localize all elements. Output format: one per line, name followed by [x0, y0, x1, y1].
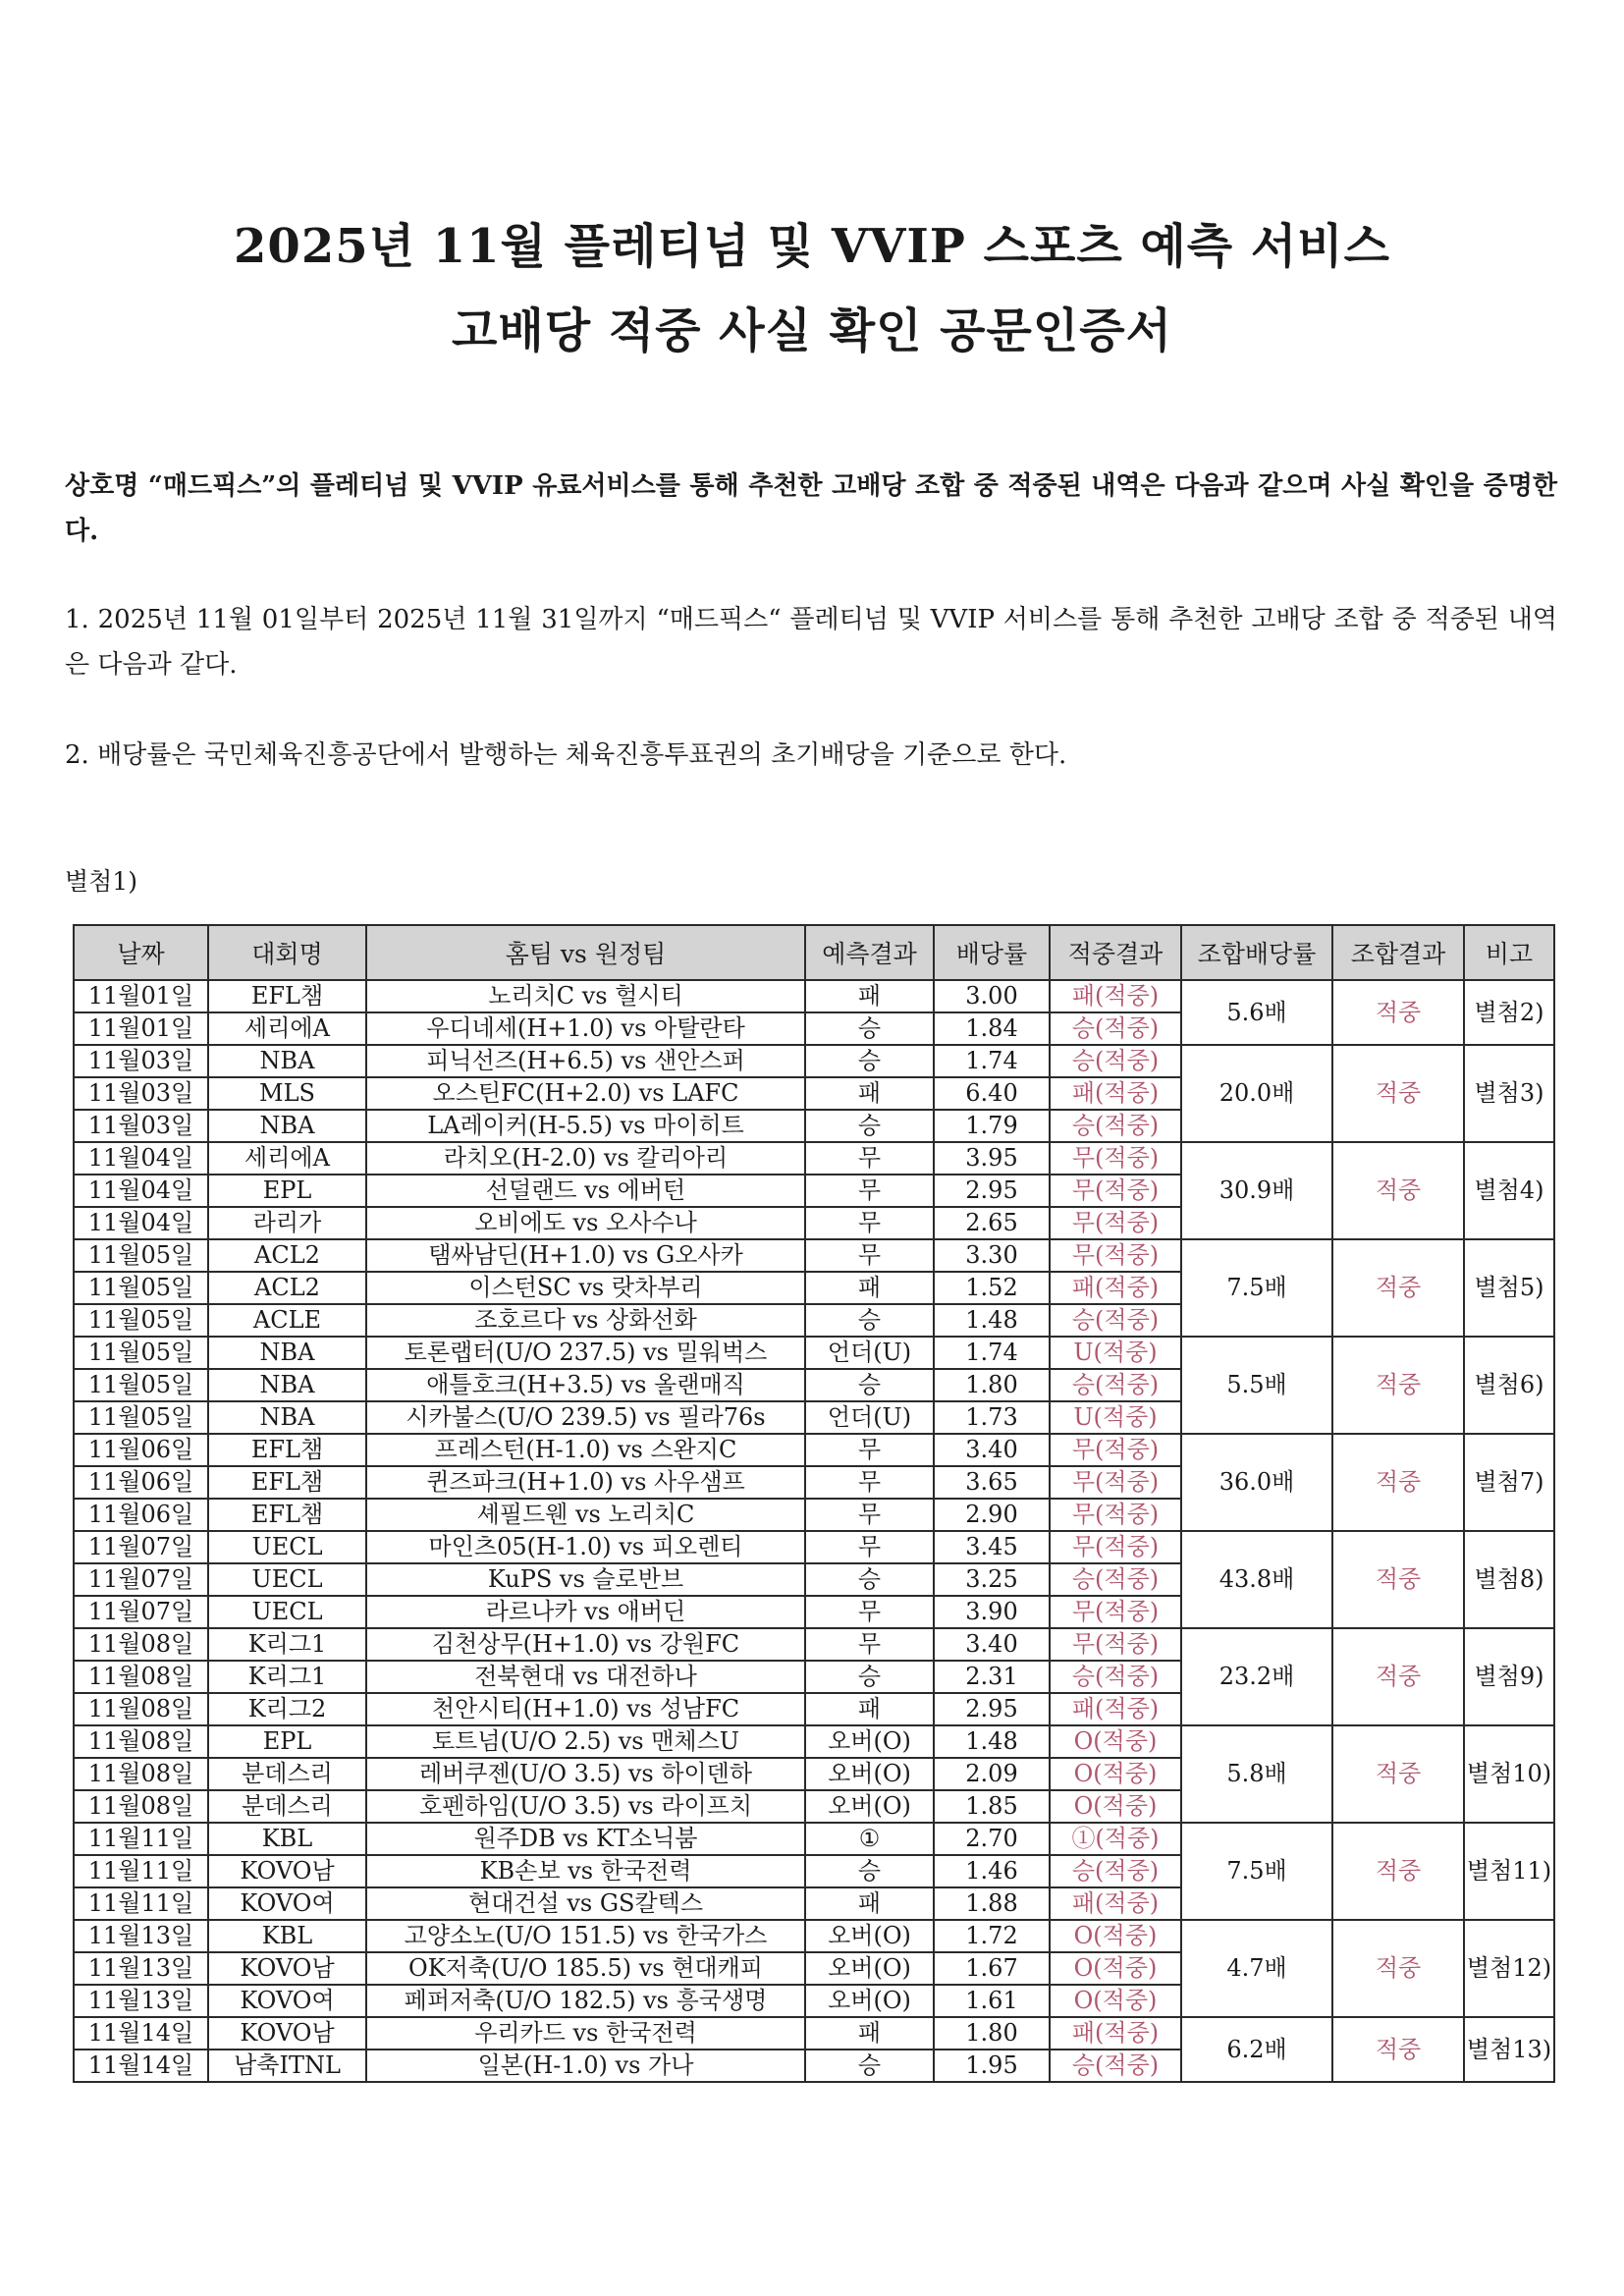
row-league: EPL [208, 1725, 366, 1758]
combo-odds-cell: 43.8배 [1181, 1531, 1332, 1628]
row-league: 분데스리 [208, 1790, 366, 1823]
row-odds: 2.90 [934, 1499, 1050, 1531]
table-header-row [74, 925, 1554, 980]
row-league: KBL [208, 1920, 366, 1952]
table-row [74, 1337, 1554, 1369]
row-odds: 1.73 [934, 1401, 1050, 1434]
row-date: 11월11일 [74, 1823, 208, 1855]
row-league: ACL2 [208, 1272, 366, 1304]
row-result: 패(적중) [1050, 1887, 1181, 1920]
row-match: 애틀호크(H+3.5) vs 올랜매직 [366, 1369, 805, 1401]
row-result: 패(적중) [1050, 2017, 1181, 2050]
row-date: 11월11일 [74, 1855, 208, 1887]
row-pick: 패 [805, 980, 934, 1012]
row-date: 11월05일 [74, 1401, 208, 1434]
combo-result-cell: 적중 [1332, 1920, 1464, 2017]
row-pick: 패 [805, 1272, 934, 1304]
row-result: 승(적중) [1050, 1045, 1181, 1077]
row-result: 패(적중) [1050, 1693, 1181, 1725]
row-odds: 1.48 [934, 1304, 1050, 1337]
row-pick: 무 [805, 1628, 934, 1661]
row-date: 11월05일 [74, 1272, 208, 1304]
row-league: 남축ITNL [208, 2050, 366, 2082]
row-result: O(적중) [1050, 1985, 1181, 2017]
row-match: KB손보 vs 한국전력 [366, 1855, 805, 1887]
row-match: 퀸즈파크(H+1.0) vs 사우샘프 [366, 1466, 805, 1499]
combo-odds-cell: 20.0배 [1181, 1045, 1332, 1142]
row-pick: 무 [805, 1531, 934, 1563]
row-result: O(적중) [1050, 1758, 1181, 1790]
row-league: NBA [208, 1369, 366, 1401]
row-result: 패(적중) [1050, 1272, 1181, 1304]
header-match: 홈팀 vs 원정팀 [366, 925, 805, 980]
combo-result-cell: 적중 [1332, 1628, 1464, 1725]
row-match: 라르나카 vs 애버딘 [366, 1596, 805, 1628]
row-league: 세리에A [208, 1012, 366, 1045]
row-pick: 무 [805, 1596, 934, 1628]
combo-odds-cell: 7.5배 [1181, 1823, 1332, 1920]
row-pick: 오버(O) [805, 1952, 934, 1985]
row-result: O(적중) [1050, 1790, 1181, 1823]
row-date: 11월03일 [74, 1077, 208, 1110]
row-match: 오스틴FC(H+2.0) vs LAFC [366, 1077, 805, 1110]
row-league: UECL [208, 1531, 366, 1563]
row-match: KuPS vs 슬로반브 [366, 1563, 805, 1596]
row-date: 11월04일 [74, 1207, 208, 1239]
row-odds: 1.80 [934, 1369, 1050, 1401]
row-pick: 무 [805, 1466, 934, 1499]
row-pick: 승 [805, 1304, 934, 1337]
row-pick: 승 [805, 1855, 934, 1887]
note-cell: 별첨5) [1464, 1239, 1554, 1337]
row-league: EPL [208, 1175, 366, 1207]
row-pick: 승 [805, 2050, 934, 2082]
row-league: K리그1 [208, 1661, 366, 1693]
row-match: 이스턴SC vs 랏차부리 [366, 1272, 805, 1304]
row-date: 11월01일 [74, 1012, 208, 1045]
row-odds: 1.48 [934, 1725, 1050, 1758]
row-result: 무(적중) [1050, 1175, 1181, 1207]
row-odds: 3.40 [934, 1628, 1050, 1661]
row-match: 시카불스(U/O 239.5) vs 필라76s [366, 1401, 805, 1434]
row-date: 11월08일 [74, 1725, 208, 1758]
row-pick: 승 [805, 1012, 934, 1045]
row-pick: 패 [805, 1887, 934, 1920]
row-league: EFL챔 [208, 1434, 366, 1466]
row-odds: 3.45 [934, 1531, 1050, 1563]
row-result: 패(적중) [1050, 1077, 1181, 1110]
row-league: KOVO남 [208, 1855, 366, 1887]
row-match: 라치오(H-2.0) vs 칼리아리 [366, 1142, 805, 1175]
note-cell: 별첨12) [1464, 1920, 1554, 2017]
row-pick: 무 [805, 1434, 934, 1466]
row-pick: 무 [805, 1207, 934, 1239]
row-pick: 승 [805, 1563, 934, 1596]
combo-result-cell: 적중 [1332, 1531, 1464, 1628]
row-odds: 1.74 [934, 1337, 1050, 1369]
row-date: 11월08일 [74, 1790, 208, 1823]
row-odds: 1.85 [934, 1790, 1050, 1823]
combo-odds-cell: 7.5배 [1181, 1239, 1332, 1337]
row-result: 승(적중) [1050, 2050, 1181, 2082]
row-league: EFL챔 [208, 1466, 366, 1499]
row-date: 11월06일 [74, 1466, 208, 1499]
row-result: ①(적중) [1050, 1823, 1181, 1855]
row-match: 탬싸남딘(H+1.0) vs G오사카 [366, 1239, 805, 1272]
row-result: 승(적중) [1050, 1855, 1181, 1887]
row-pick: 오버(O) [805, 1725, 934, 1758]
row-odds: 1.72 [934, 1920, 1050, 1952]
note-cell: 별첨3) [1464, 1045, 1554, 1142]
row-date: 11월14일 [74, 2017, 208, 2050]
header-note: 비고 [1464, 925, 1554, 980]
row-pick: 패 [805, 2017, 934, 2050]
combo-odds-cell: 36.0배 [1181, 1434, 1332, 1531]
row-date: 11월08일 [74, 1661, 208, 1693]
row-result: 무(적중) [1050, 1466, 1181, 1499]
row-league: UECL [208, 1596, 366, 1628]
combo-odds-cell: 23.2배 [1181, 1628, 1332, 1725]
results-body [74, 980, 1554, 2082]
row-league: NBA [208, 1337, 366, 1369]
combo-result-cell: 적중 [1332, 1725, 1464, 1823]
row-pick: 패 [805, 1077, 934, 1110]
row-odds: 3.65 [934, 1466, 1050, 1499]
header-result: 적중결과 [1050, 925, 1181, 980]
row-match: 우디네세(H+1.0) vs 아탈란타 [366, 1012, 805, 1045]
row-pick: 오버(O) [805, 1790, 934, 1823]
intro-paragraph: 상호명 “매드픽스”의 플레티넘 및 VVIP 유료서비스를 통해 추천한 고배당 조합 중 적중된 내역은 다음과 같으며 사실 확인을 증명한다. [65, 471, 1557, 546]
row-match: 레버쿠젠(U/O 3.5) vs 하이덴하 [366, 1758, 805, 1790]
attachment-label: 별첨1) [65, 867, 137, 896]
row-league: ACL2 [208, 1239, 366, 1272]
combo-odds-cell: 6.2배 [1181, 2017, 1332, 2082]
row-odds: 3.25 [934, 1563, 1050, 1596]
document-title-line1: 2025년 11월 플레티넘 및 VVIP 스포츠 예측 서비스 [234, 219, 1390, 274]
row-league: KOVO여 [208, 1887, 366, 1920]
combo-odds-cell: 30.9배 [1181, 1142, 1332, 1239]
results-table [73, 924, 1555, 2083]
row-league: NBA [208, 1401, 366, 1434]
row-match: 마인츠05(H-1.0) vs 피오렌티 [366, 1531, 805, 1563]
row-odds: 1.67 [934, 1952, 1050, 1985]
row-odds: 2.95 [934, 1175, 1050, 1207]
row-date: 11월13일 [74, 1952, 208, 1985]
row-pick: 승 [805, 1110, 934, 1142]
combo-odds-cell: 4.7배 [1181, 1920, 1332, 2017]
row-pick: 패 [805, 1693, 934, 1725]
row-odds: 3.30 [934, 1239, 1050, 1272]
row-odds: 2.70 [934, 1823, 1050, 1855]
row-pick: 언더(U) [805, 1401, 934, 1434]
row-pick: 승 [805, 1369, 934, 1401]
header-combo-result: 조합결과 [1332, 925, 1464, 980]
table-row [74, 1239, 1554, 1272]
header-combo-odds: 조합배당률 [1181, 925, 1332, 980]
row-result: O(적중) [1050, 1725, 1181, 1758]
row-odds: 3.95 [934, 1142, 1050, 1175]
row-date: 11월01일 [74, 980, 208, 1012]
row-match: 천안시티(H+1.0) vs 성남FC [366, 1693, 805, 1725]
row-result: 무(적중) [1050, 1142, 1181, 1175]
row-date: 11월08일 [74, 1758, 208, 1790]
combo-odds-cell: 5.5배 [1181, 1337, 1332, 1434]
row-match: 오비에도 vs 오사수나 [366, 1207, 805, 1239]
note-cell: 별첨11) [1464, 1823, 1554, 1920]
clause-2: 2. 배당률은 국민체육진흥공단에서 발행하는 체육진흥투표권의 초기배당을 기준으로 한다. [65, 740, 1067, 770]
table-row [74, 2017, 1554, 2050]
combo-result-cell: 적중 [1332, 2017, 1464, 2082]
row-date: 11월06일 [74, 1499, 208, 1531]
row-date: 11월11일 [74, 1887, 208, 1920]
row-pick: 오버(O) [805, 1758, 934, 1790]
row-pick: 무 [805, 1239, 934, 1272]
table-row [74, 980, 1554, 1012]
row-odds: 2.31 [934, 1661, 1050, 1693]
row-date: 11월03일 [74, 1045, 208, 1077]
row-date: 11월04일 [74, 1175, 208, 1207]
note-cell: 별첨2) [1464, 980, 1554, 1045]
row-odds: 1.74 [934, 1045, 1050, 1077]
row-result: 승(적중) [1050, 1661, 1181, 1693]
row-odds: 2.95 [934, 1693, 1050, 1725]
row-match: LA레이커(H-5.5) vs 마이히트 [366, 1110, 805, 1142]
row-league: KOVO남 [208, 2017, 366, 2050]
row-odds: 1.95 [934, 2050, 1050, 2082]
table-row [74, 1531, 1554, 1563]
combo-odds-cell: 5.8배 [1181, 1725, 1332, 1823]
row-league: K리그2 [208, 1693, 366, 1725]
row-league: NBA [208, 1110, 366, 1142]
row-date: 11월14일 [74, 2050, 208, 2082]
row-league: 분데스리 [208, 1758, 366, 1790]
row-result: 무(적중) [1050, 1207, 1181, 1239]
header-pick: 예측결과 [805, 925, 934, 980]
row-league: ACLE [208, 1304, 366, 1337]
row-match: 우리카드 vs 한국전력 [366, 2017, 805, 2050]
row-date: 11월05일 [74, 1304, 208, 1337]
row-result: 승(적중) [1050, 1369, 1181, 1401]
row-result: O(적중) [1050, 1952, 1181, 1985]
table-row [74, 1142, 1554, 1175]
table-row [74, 1823, 1554, 1855]
row-match: 일본(H-1.0) vs 가나 [366, 2050, 805, 2082]
row-pick: 오버(O) [805, 1920, 934, 1952]
combo-odds-cell: 5.6배 [1181, 980, 1332, 1045]
row-match: 토론랩터(U/O 237.5) vs 밀워벅스 [366, 1337, 805, 1369]
row-result: U(적중) [1050, 1337, 1181, 1369]
row-league: EFL챔 [208, 1499, 366, 1531]
row-pick: 승 [805, 1661, 934, 1693]
row-date: 11월03일 [74, 1110, 208, 1142]
row-league: KBL [208, 1823, 366, 1855]
row-league: 세리에A [208, 1142, 366, 1175]
row-pick: ① [805, 1823, 934, 1855]
note-cell: 별첨8) [1464, 1531, 1554, 1628]
row-result: 무(적중) [1050, 1628, 1181, 1661]
row-odds: 1.84 [934, 1012, 1050, 1045]
row-match: 피닉선즈(H+6.5) vs 샌안스퍼 [366, 1045, 805, 1077]
row-league: K리그1 [208, 1628, 366, 1661]
combo-result-cell: 적중 [1332, 1337, 1464, 1434]
header-date: 날짜 [74, 925, 208, 980]
row-date: 11월07일 [74, 1563, 208, 1596]
row-date: 11월05일 [74, 1337, 208, 1369]
row-odds: 1.79 [934, 1110, 1050, 1142]
combo-result-cell: 적중 [1332, 1142, 1464, 1239]
row-league: KOVO남 [208, 1952, 366, 1985]
row-pick: 무 [805, 1142, 934, 1175]
row-match: 선덜랜드 vs 에버턴 [366, 1175, 805, 1207]
row-date: 11월13일 [74, 1985, 208, 2017]
row-league: UECL [208, 1563, 366, 1596]
table-row [74, 1920, 1554, 1952]
row-odds: 1.52 [934, 1272, 1050, 1304]
note-cell: 별첨6) [1464, 1337, 1554, 1434]
row-odds: 1.61 [934, 1985, 1050, 2017]
row-league: EFL챔 [208, 980, 366, 1012]
row-result: O(적중) [1050, 1920, 1181, 1952]
row-odds: 3.40 [934, 1434, 1050, 1466]
row-date: 11월05일 [74, 1369, 208, 1401]
note-cell: 별첨13) [1464, 2017, 1554, 2082]
row-odds: 1.88 [934, 1887, 1050, 1920]
table-row [74, 1725, 1554, 1758]
row-match: 토트넘(U/O 2.5) vs 맨체스U [366, 1725, 805, 1758]
row-date: 11월07일 [74, 1596, 208, 1628]
row-match: 고양소노(U/O 151.5) vs 한국가스 [366, 1920, 805, 1952]
row-odds: 3.00 [934, 980, 1050, 1012]
row-match: 김천상무(H+1.0) vs 강원FC [366, 1628, 805, 1661]
table-row [74, 1045, 1554, 1077]
row-date: 11월08일 [74, 1628, 208, 1661]
row-match: 현대건설 vs GS칼텍스 [366, 1887, 805, 1920]
note-cell: 별첨9) [1464, 1628, 1554, 1725]
row-odds: 6.40 [934, 1077, 1050, 1110]
row-result: U(적중) [1050, 1401, 1181, 1434]
row-match: 원주DB vs KT소닉붐 [366, 1823, 805, 1855]
row-date: 11월05일 [74, 1239, 208, 1272]
combo-result-cell: 적중 [1332, 980, 1464, 1045]
row-league: NBA [208, 1045, 366, 1077]
row-match: 전북현대 vs 대전하나 [366, 1661, 805, 1693]
row-result: 패(적중) [1050, 980, 1181, 1012]
row-date: 11월08일 [74, 1693, 208, 1725]
row-date: 11월07일 [74, 1531, 208, 1563]
note-cell: 별첨7) [1464, 1434, 1554, 1531]
row-league: MLS [208, 1077, 366, 1110]
combo-result-cell: 적중 [1332, 1434, 1464, 1531]
row-date: 11월06일 [74, 1434, 208, 1466]
row-pick: 언더(U) [805, 1337, 934, 1369]
row-odds: 1.46 [934, 1855, 1050, 1887]
row-league: KOVO여 [208, 1985, 366, 2017]
table-row [74, 1434, 1554, 1466]
row-pick: 오버(O) [805, 1985, 934, 2017]
row-match: 호펜하임(U/O 3.5) vs 라이프치 [366, 1790, 805, 1823]
row-pick: 무 [805, 1175, 934, 1207]
row-match: 프레스턴(H-1.0) vs 스완지C [366, 1434, 805, 1466]
row-result: 승(적중) [1050, 1304, 1181, 1337]
clause-1: 1. 2025년 11월 01일부터 2025년 11월 31일까지 “매드픽스“ 플레티넘 및 VVIP 서비스를 통해 추천한 고배당 조합 중 적중된 내역은 다음과 같다. [65, 605, 1557, 680]
row-match: 페퍼저축(U/O 182.5) vs 흥국생명 [366, 1985, 805, 2017]
combo-result-cell: 적중 [1332, 1823, 1464, 1920]
row-pick: 승 [805, 1045, 934, 1077]
row-match: OK저축(U/O 185.5) vs 현대캐피 [366, 1952, 805, 1985]
row-odds: 1.80 [934, 2017, 1050, 2050]
combo-result-cell: 적중 [1332, 1045, 1464, 1142]
row-match: 노리치C vs 헐시티 [366, 980, 805, 1012]
row-match: 조호르다 vs 상화선화 [366, 1304, 805, 1337]
row-result: 무(적중) [1050, 1596, 1181, 1628]
row-result: 승(적중) [1050, 1110, 1181, 1142]
row-result: 승(적중) [1050, 1563, 1181, 1596]
row-result: 무(적중) [1050, 1434, 1181, 1466]
row-pick: 무 [805, 1499, 934, 1531]
row-result: 승(적중) [1050, 1012, 1181, 1045]
row-result: 무(적중) [1050, 1531, 1181, 1563]
combo-result-cell: 적중 [1332, 1239, 1464, 1337]
row-date: 11월13일 [74, 1920, 208, 1952]
table-row [74, 1628, 1554, 1661]
row-odds: 2.65 [934, 1207, 1050, 1239]
note-cell: 별첨10) [1464, 1725, 1554, 1823]
header-odds: 배당률 [934, 925, 1050, 980]
note-cell: 별첨4) [1464, 1142, 1554, 1239]
row-odds: 3.90 [934, 1596, 1050, 1628]
row-result: 무(적중) [1050, 1239, 1181, 1272]
row-match: 셰필드웬 vs 노리치C [366, 1499, 805, 1531]
document-title-line2: 고배당 적중 사실 확인 공문인증서 [452, 303, 1172, 358]
header-league: 대회명 [208, 925, 366, 980]
row-odds: 2.09 [934, 1758, 1050, 1790]
row-league: 라리가 [208, 1207, 366, 1239]
row-result: 무(적중) [1050, 1499, 1181, 1531]
row-date: 11월04일 [74, 1142, 208, 1175]
